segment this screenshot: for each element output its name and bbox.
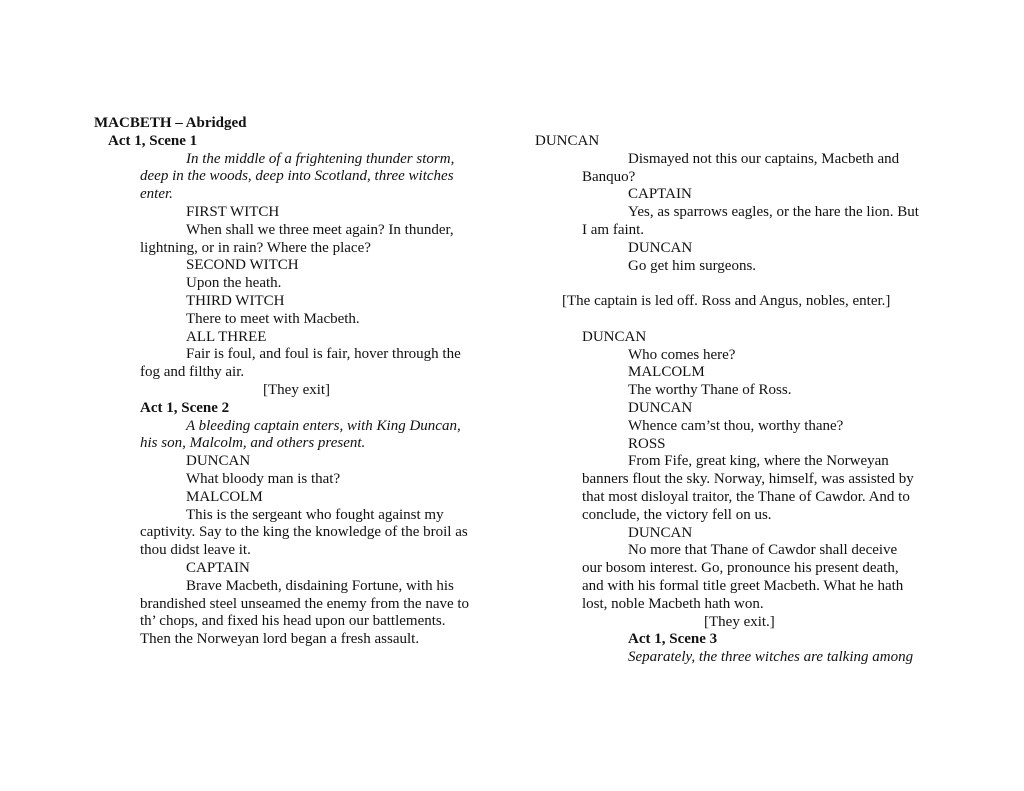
speaker-name: THIRD WITCH (186, 292, 285, 309)
blank-line (535, 275, 935, 293)
dialogue-line: There to meet with Macbeth. (186, 310, 360, 327)
stage-direction-line: deep in the woods, deep into Scotland, three witches (140, 168, 454, 185)
document-title: MACBETH – Abridged (94, 115, 247, 131)
blank-line (535, 311, 935, 329)
dialogue-line: No more that Thane of Cawdor shall deceive (628, 542, 898, 559)
left-column (94, 115, 494, 649)
speaker-name: ALL THREE (186, 328, 267, 345)
stage-direction-line: A bleeding captain enters, with King Duncan, (186, 417, 461, 434)
speaker-name: DUNCAN (628, 524, 693, 541)
stage-direction-line: his son, Malcolm, and others present. (140, 435, 366, 452)
speaker-name: CAPTAIN (628, 186, 692, 203)
stage-direction-line: In the middle of a frightening thunder storm, (186, 150, 455, 167)
dialogue-line: Brave Macbeth, disdaining Fortune, with his (186, 577, 454, 594)
dialogue-line: brandished steel unseamed the enemy from the nave to (140, 595, 470, 612)
speaker-name: DUNCAN (186, 453, 251, 470)
dialogue-line: thou didst leave it. (140, 542, 251, 559)
right-column (535, 133, 935, 667)
exit-direction: [They exit.] (704, 613, 775, 630)
speaker-name: CAPTAIN (186, 559, 250, 576)
dialogue-line: that most disloyal traitor, the Thane of Cawdor. And to (582, 488, 910, 505)
dialogue-line: and with his formal title greet Macbeth. What he hath (582, 577, 904, 594)
stage-direction-line: Separately, the three witches are talking among (628, 649, 914, 666)
dialogue-line: Go get him surgeons. (628, 257, 757, 274)
scene-heading: Act 1, Scene 3 (628, 631, 718, 648)
speaker-name: DUNCAN (628, 399, 693, 416)
scene-heading: Act 1, Scene 2 (140, 399, 230, 416)
dialogue-line: Whence cam’st thou, worthy thane? (628, 417, 844, 434)
dialogue-line: I am faint. (582, 221, 645, 238)
dialogue-line: Dismayed not this our captains, Macbeth and (628, 150, 900, 167)
speaker-name: FIRST WITCH (186, 203, 280, 220)
speaker-name: DUNCAN (628, 239, 693, 256)
dialogue-line: When shall we three meet again? In thunder, (186, 221, 454, 238)
dialogue-line: conclude, the victory fell on us. (582, 506, 772, 523)
dialogue-line: From Fife, great king, where the Norweyan (628, 453, 889, 470)
speaker-name: MALCOLM (628, 364, 705, 381)
speaker-name: DUNCAN (582, 328, 647, 345)
dialogue-line: lightning, or in rain? Where the place? (140, 239, 371, 256)
dialogue-line: Upon the heath. (186, 275, 282, 292)
scene-heading: Act 1, Scene 1 (108, 132, 198, 149)
speaker-name: DUNCAN (535, 133, 600, 149)
dialogue-line: Fair is foul, and foul is fair, hover through the (186, 346, 461, 363)
dialogue-line: our bosom interest. Go, pronounce his present death, (582, 560, 899, 577)
stage-direction: [The captain is led off. Ross and Angus, nobles, enter.] (562, 293, 891, 310)
dialogue-line: captivity. Say to the king the knowledge of the broil as (140, 524, 468, 541)
dialogue-line: fog and filthy air. (140, 364, 245, 381)
exit-direction: [They exit] (263, 381, 331, 398)
dialogue-line: This is the sergeant who fought against my (186, 506, 444, 523)
dialogue-line: Who comes here? (628, 346, 736, 363)
dialogue-line: The worthy Thane of Ross. (628, 382, 792, 399)
speaker-name: SECOND WITCH (186, 257, 299, 274)
speaker-name: MALCOLM (186, 488, 263, 505)
speaker-name: ROSS (628, 435, 666, 452)
dialogue-line: Banquo? (582, 168, 636, 185)
dialogue-line: Then the Norweyan lord began a fresh assault. (140, 631, 420, 648)
stage-direction-line: enter. (140, 186, 173, 203)
dialogue-line: banners flout the sky. Norway, himself, was assisted by (582, 471, 914, 488)
dialogue-line: th’ chops, and fixed his head upon our battlements. (140, 613, 446, 630)
dialogue-line: lost, noble Macbeth hath won. (582, 595, 764, 612)
dialogue-line: Yes, as sparrows eagles, or the hare the lion. But (628, 204, 919, 221)
dialogue-line: What bloody man is that? (186, 470, 341, 487)
